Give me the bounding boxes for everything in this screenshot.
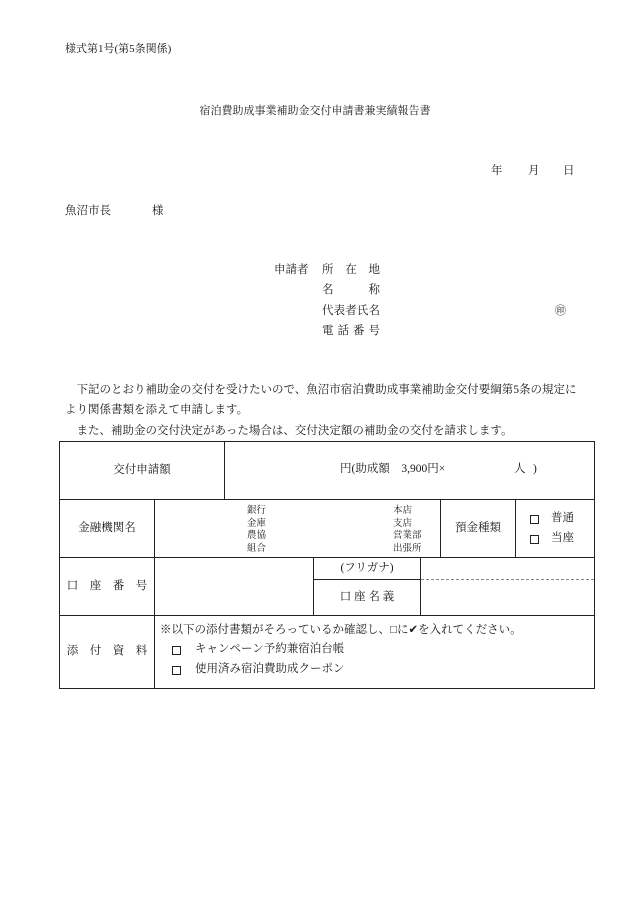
institution-type: 銀行 [247,506,267,516]
branch-type-list [393,505,422,555]
checkbox-deposit-current[interactable] [530,535,539,544]
branch-type: 営業部 [393,531,422,541]
form-number: 様式第1号(第5条関係) [65,43,172,55]
application-table [59,441,595,689]
attachments-label-cell [60,616,155,688]
people-count-field[interactable] [468,462,512,478]
bank-label-cell [60,500,155,558]
attachments-label: 添 付 資 料 [66,645,148,658]
account-number-label: 口 座 番 号 [66,579,148,592]
amount-unit: 人 [514,463,526,475]
account-holder-label: 口 座 名 義 [339,590,395,603]
institution-type-list [247,505,266,555]
checkbox-attachment-coupon[interactable] [172,666,181,675]
applicant-label: 申請者 [274,264,309,276]
bank-label: 金融機関名 [78,521,136,534]
date-month-label: 月 [528,165,540,177]
deposit-option-label: 当座 [551,532,574,544]
form-title: 宿泊費助成事業補助金交付申請書兼実績報告書 [199,105,431,117]
branch-type: 出張所 [393,543,422,554]
checkbox-deposit-ordinary[interactable] [530,515,539,524]
branch-type: 本店 [393,506,413,516]
deposit-options-cell [516,500,594,558]
checkbox-attachment-ledger[interactable] [172,646,181,655]
amount-prefix: 円(助成額 3,900円× [340,463,446,475]
attachments-note: ※以下の添付書類がそろっているか確認し、□に✔を入れてください。 [160,624,522,636]
name-label: 名 称 [322,284,380,296]
attachments-content-cell [155,616,594,688]
account-number-label-cell [60,558,155,616]
institution-type: 農協 [247,531,267,541]
addressee-honorific: 様 [152,205,164,217]
amount-label-cell [60,442,225,500]
furigana-label: (フリガナ) [340,561,394,574]
amount-close: ) [533,463,537,475]
furigana-field[interactable] [421,558,594,580]
attachment-item-label: キャンペーン予約兼宿泊台帳 [195,643,345,655]
address-label: 所 在 地 [322,264,380,276]
phone-label: 電 話 番 号 [322,325,380,337]
representative-label: 代表者氏名 [322,305,380,317]
deposit-option-label: 普通 [551,512,574,524]
institution-type: 金庫 [247,518,267,529]
seal-mark-icon: ㊞ [555,305,566,317]
body-line: また、補助金の交付決定があった場合は、交付決定額の補助金の交付を請求します。 [65,425,513,437]
deposit-type-label: 預金種類 [455,521,501,534]
amount-label: 交付申請額 [113,463,171,476]
date-day-label: 日 [563,165,575,177]
body-line: 下記のとおり補助金の交付を受けたいので、魚沼市宿泊費助成事業補助金交付要綱第5条の規定に [65,384,577,396]
bank-name-field[interactable] [155,500,441,558]
branch-type: 支店 [393,518,413,529]
institution-type: 組合 [247,543,267,554]
furigana-label-cell [314,558,421,580]
date-year-label: 年 [491,165,503,177]
attachment-item-label: 使用済み宿泊費助成クーポン [195,663,345,675]
body-line: より関係書類を添えて申請します。 [65,404,249,416]
account-number-field[interactable] [155,558,314,616]
amount-value-cell[interactable] [225,442,594,500]
addressee-name: 魚沼市長 [65,205,111,217]
account-holder-field[interactable] [421,580,594,616]
deposit-type-label-cell [441,500,516,558]
account-holder-label-cell [314,580,421,616]
